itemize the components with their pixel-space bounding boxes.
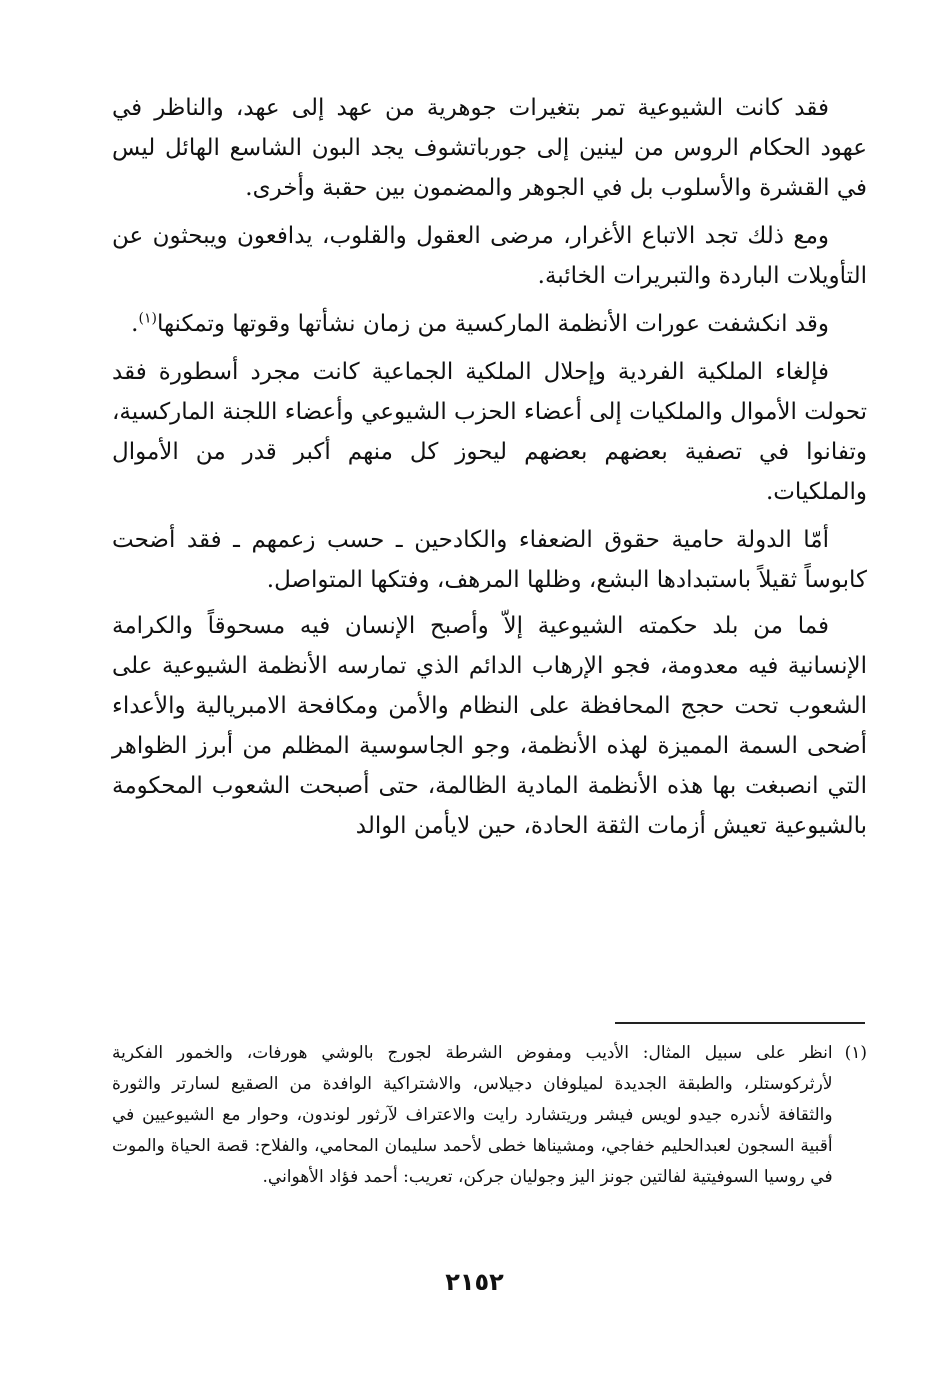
page-number: ٢١٥٢: [445, 1268, 504, 1296]
paragraph: فما من بلد حكمته الشيوعية إلاّ وأصبح الإنسان فيه مسحوقاً والكرامة الإنسانية فيه معدومة، فجو الإرهاب الدائم الذي تمارسه الأنظمة الشيوعية على الشعوب تحت حجج المحافظة على النظام والأمن ومكافحة الامبريالية والأعداء أضحى السمة المميزة لهذه الأنظمة، وجو الجاسوسية المظلم من أبرز الظواهر التي انصبغت بها هذه الأنظمة المادية الظالمة، حتى أصبحت الشعوب المحكومة بالشيوعية تعيش أزمات الثقة الحادة، حين لايأمن الوالد: [112, 613, 867, 839]
footnote-number: (١): [844, 1043, 867, 1063]
paragraph-end-period: .: [131, 311, 139, 337]
footnote-text: انظر على سبيل المثال: الأديب ومفوض الشرطة لجورج بالوشي هورفات، والخمور الفكرية لأرثركوستلر، والطبقة الجديدة لميلوفان دجيلاس، والاشتراكية الوافدة من الصقيع لسارتر والثورة والثقافة لأندره جيدو لويس فيشر وريتشارد رايت والاعتراف لآرثور لوندون، وحوار مع الشيوعيين في أقبية السجون لعبدالحليم خفاجي، ومشيناها خطى لأحمد سليمان المحامي، والفلاح: قصة الحياة والموت في روسيا السوفيتية لفالتين جونز اليز وجوليان جركن، تعريب: أحمد فؤاد الأهواني.: [112, 1043, 833, 1187]
footnote-item: [112, 1038, 867, 1193]
footnotes: [112, 1038, 867, 1193]
main-text: [112, 88, 867, 854]
paragraph-with-footnote: [112, 304, 867, 344]
footnote-separator: [615, 1022, 865, 1024]
footnote-reference: (١): [138, 310, 157, 327]
paragraph: أمّا الدولة حامية حقوق الضعفاء والكادحين ـ حسب زعمهم ـ فقد أضحت كابوساً ثقيلاً باستبدادها البشع، وظلها المرهف، وفتكها المتواصل.: [112, 527, 867, 593]
paragraph-text: وقد انكشفت عورات الأنظمة الماركسية من زمان نشأتها وقوتها وتمكنها: [156, 311, 829, 337]
paragraph: فإلغاء الملكية الفردية وإحلال الملكية الجماعية كانت مجرد أسطورة فقد تحولت الأموال والملكيات إلى أعضاء الحزب الشيوعي وأعضاء اللجنة الماركسية، وتفانوا في تصفية بعضهم بعضهم ليحوز كل منهم أكبر قدر من الأموال والملكيات.: [112, 359, 867, 505]
paragraph: فقد كانت الشيوعية تمر بتغيرات جوهرية من عهد إلى عهد، والناظر في عهود الحكام الروس من لينين إلى جورباتشوف يجد البون الشاسع الهائل ليس في القشرة والأسلوب بل في الجوهر والمضمون بين حقبة وأخرى.: [112, 95, 867, 201]
paragraph: ومع ذلك تجد الاتباع الأغرار، مرضى العقول والقلوب، يدافعون ويبحثون عن التأويلات الباردة والتبريرات الخائبة.: [112, 223, 867, 289]
